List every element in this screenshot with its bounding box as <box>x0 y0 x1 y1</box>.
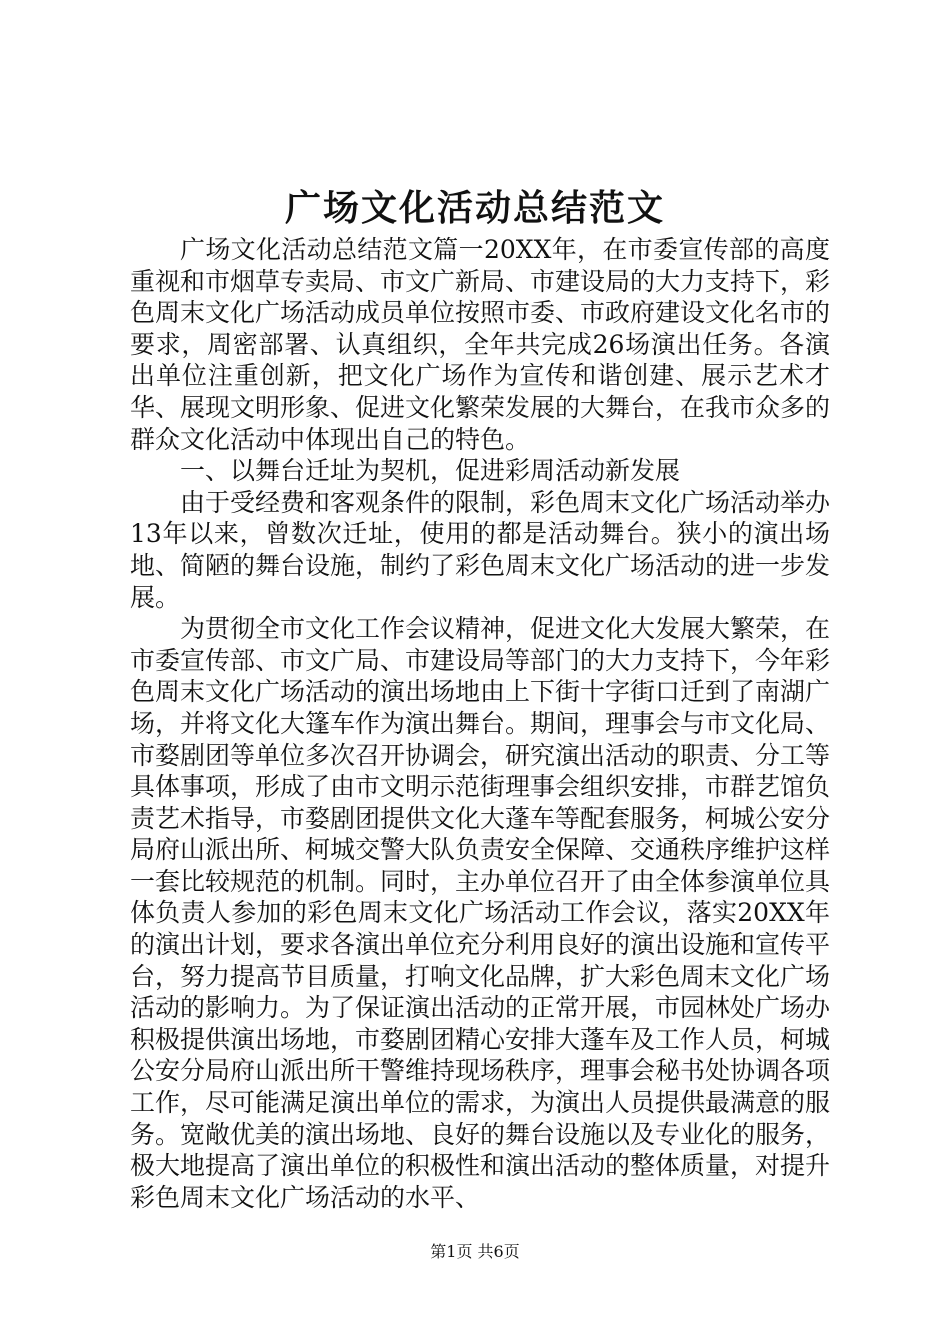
paragraph: 由于受经费和客观条件的限制，彩色周末文化广场活动举办13年以来，曾数次迁址，使用的都是活动舞台。狭小的演出场地、简陋的舞台设施，制约了彩色周末文化广场活动的进一步发展。 <box>130 487 831 612</box>
page-number-footer: 第1页 共6页 <box>430 1242 520 1261</box>
section-heading: 一、以舞台迁址为契机，促进彩周活动新发展 <box>180 456 681 486</box>
document-title: 广场文化活动总结范文 <box>284 187 665 229</box>
paragraph: 广场文化活动总结范文篇一20XX年，在市委宣传部的高度重视和市烟草专卖局、市文广新局、市建设局的大力支持下，彩色周末文化广场活动成员单位按照市委、市政府建设文化名市的要求，周密部署、认真组织，全年共完成26场演出任务。各演出单位注重创新，把文化广场作为宣传和谐创建、展示艺术才华、展现文明形象、促进文化繁荣发展的大舞台，在我市众多的群众文化活动中体现出自己的特色。 <box>130 235 831 454</box>
document-body <box>130 234 830 1213</box>
paragraph: 为贯彻全市文化工作会议精神，促进文化大发展大繁荣，在市委宣传部、市文广局、市建设局等部门的大力支持下，今年彩色周末文化广场活动的演出场地由上下街十字街口迁到了南湖广场，并将文化大篷车作为演出舞台。期间，理事会与市文化局、市婺剧团等单位多次召开协调会，研究演出活动的职责、分工等具体事项，形成了由市文明示范街理事会组织安排，市群艺馆负责艺术指导，市婺剧团提供文化大蓬车等配套服务，柯城公安分局府山派出所、柯城交警大队负责安全保障、交通秩序维护这样一套比较规范的机制。同时，主办单位召开了由全体参演单位具体负责人参加的彩色周末文化广场活动工作会议，落实20XX年的演出计划，要求各演出单位充分利用良好的演出设施和宣传平台，努力提高节目质量，打响文化品牌，扩大彩色周末文化广场活动的影响力。为了保证演出活动的正常开展，市园林处广场办积极提供演出场地，市婺剧团精心安排大蓬车及工作人员，柯城公安分局府山派出所干警维持现场秩序，理事会秘书处协调各项工作，尽可能满足演出单位的需求，为演出人员提供最满意的服务。宽敞优美的演出场地、良好的舞台设施以及专业化的服务，极大地提高了演出单位的积极性和演出活动的整体质量，对提升彩色周末文化广场活动的水平、 <box>130 614 831 1212</box>
